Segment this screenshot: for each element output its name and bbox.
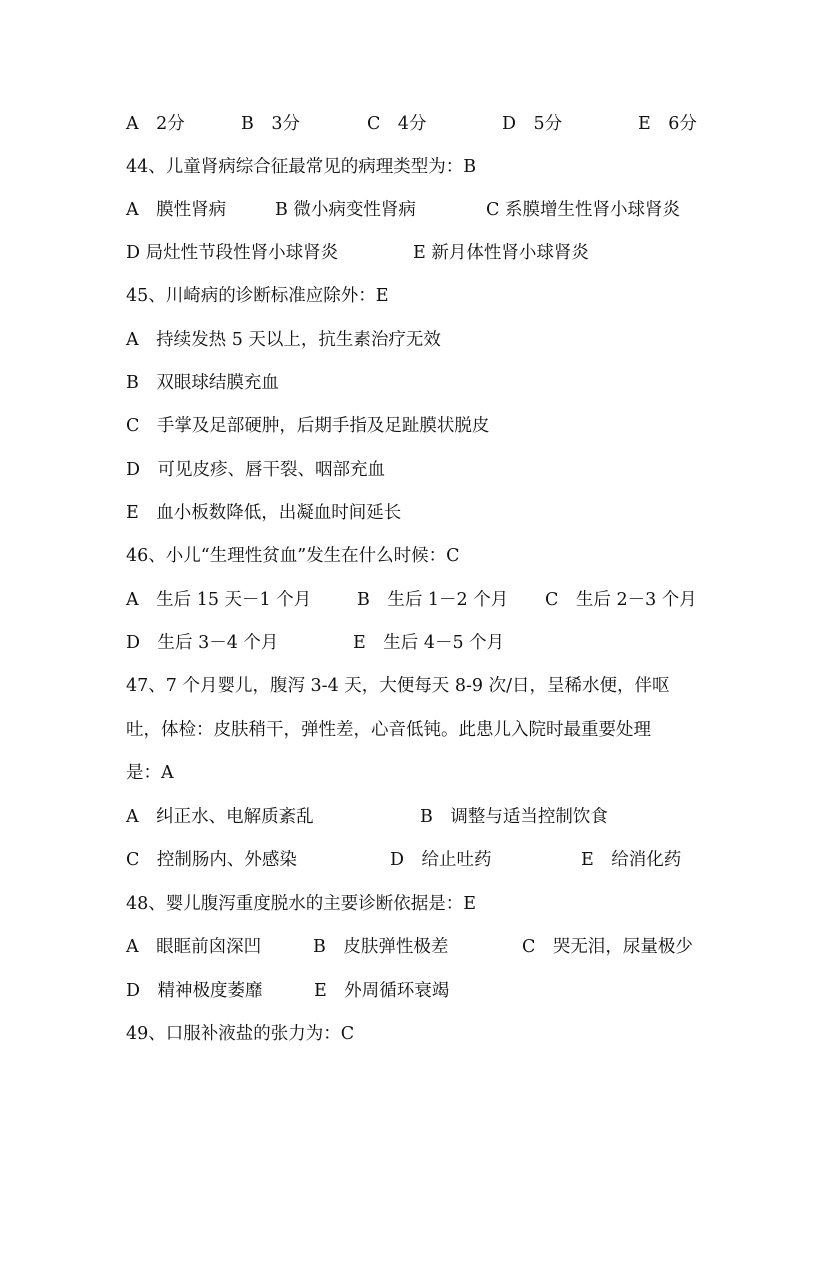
- question-45: 45、川崎病的诊断标准应除外：E: [126, 286, 389, 306]
- option-a: A 膜性肾病: [126, 200, 227, 220]
- option-d: D 生后 3－4 个月: [126, 633, 279, 653]
- option-e: E 给消化药: [581, 850, 682, 870]
- question-options-row: [126, 238, 726, 268]
- question-48: 48、婴儿腹泻重度脱水的主要诊断依据是：E: [126, 894, 477, 914]
- option-b: B 双眼球结膜充血: [126, 373, 279, 393]
- option-c: C 系膜增生性肾小球肾炎: [486, 200, 680, 220]
- option-b: B 皮肤弹性极差: [313, 937, 449, 957]
- option-c: C 4分: [367, 114, 427, 134]
- question-44: 44、儿童肾病综合征最常见的病理类型为：B: [126, 157, 477, 177]
- question-options-row: [126, 628, 726, 658]
- option-d: D 5分: [502, 114, 563, 134]
- question-options-row: [126, 802, 726, 832]
- option-c: C 控制肠内、外感染: [126, 850, 297, 870]
- question-options-row: [126, 109, 726, 139]
- option-c: C 哭无泪，尿量极少: [522, 937, 693, 957]
- option-e: E 血小板数降低，出凝血时间延长: [126, 503, 402, 523]
- question-47: 47、7 个月婴儿，腹泻 3-4 天，大便每天 8-9 次/日，呈稀水便，伴呕: [126, 676, 670, 696]
- option-d: D 局灶性节段性肾小球肾炎: [126, 243, 339, 263]
- option-a: A 纠正水、电解质紊乱: [126, 807, 314, 827]
- option-c: C 生后 2－3 个月: [545, 590, 697, 610]
- option-a: A 持续发热 5 天以上，抗生素治疗无效: [126, 330, 441, 350]
- question-options-row: [126, 932, 726, 962]
- question-49: 49、口服补液盐的张力为：C: [126, 1024, 355, 1044]
- question-options-row: [126, 585, 726, 615]
- option-a: A 眼眶前囟深凹: [126, 937, 262, 957]
- option-e: E 6分: [638, 114, 697, 134]
- option-b: B 3分: [241, 114, 300, 134]
- option-d: D 可见皮疹、唇干裂、咽部充血: [126, 460, 386, 480]
- question-options-row: [126, 976, 726, 1006]
- question-46: 46、小儿“生理性贫血”发生在什么时候：C: [126, 546, 460, 566]
- option-e: E 外周循环衰竭: [314, 981, 450, 1001]
- question-options-row: [126, 195, 726, 225]
- option-b: B 生后 1－2 个月: [357, 590, 509, 610]
- option-e: E 生后 4－5 个月: [353, 633, 505, 653]
- option-b: B 微小病变性肾病: [275, 200, 416, 220]
- question-47-continued: 吐，体检：皮肤稍干，弹性差，心音低钝。此患儿入院时最重要处理: [126, 720, 651, 740]
- option-d: D 精神极度萎靡: [126, 981, 263, 1001]
- question-47-continued: 是：A: [126, 763, 174, 783]
- option-a: A 生后 15 天－1 个月: [126, 590, 312, 610]
- option-b: B 调整与适当控制饮食: [420, 807, 608, 827]
- option-e: E 新月体性肾小球肾炎: [413, 243, 589, 263]
- option-a: A 2分: [126, 114, 185, 134]
- option-c: C 手掌及足部硬肿，后期手指及足趾膜状脱皮: [126, 416, 490, 436]
- question-options-row: [126, 845, 726, 875]
- option-d: D 给止吐药: [390, 850, 492, 870]
